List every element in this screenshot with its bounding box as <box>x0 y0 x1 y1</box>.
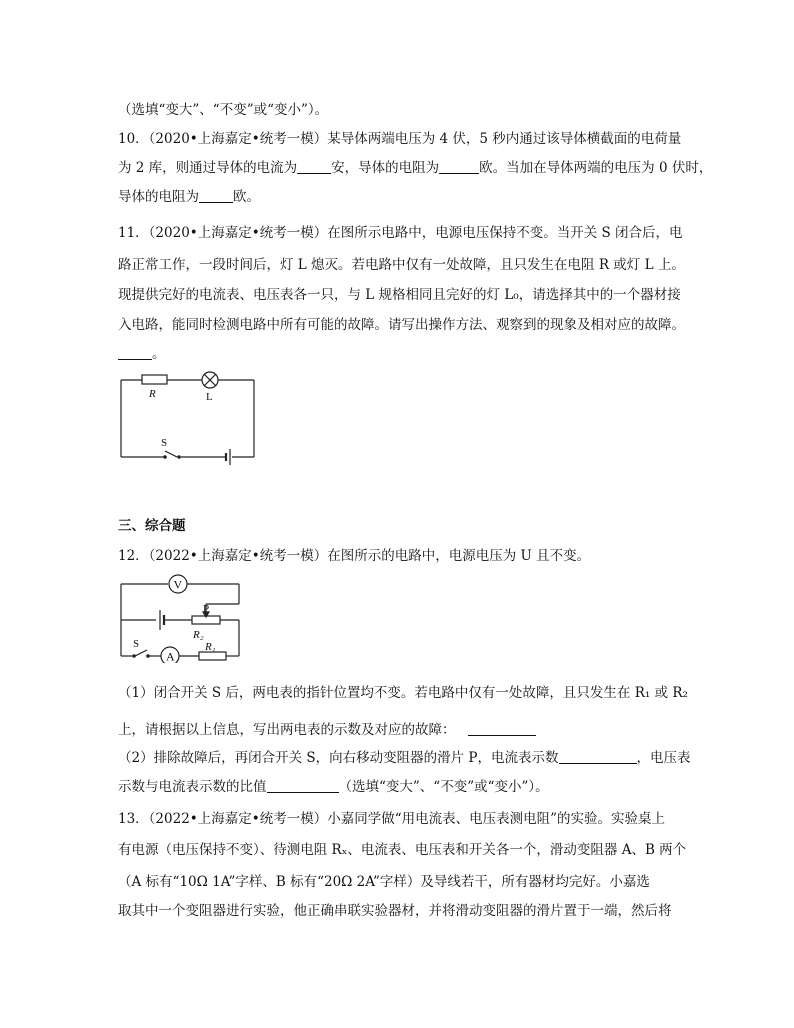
q11-line-1: 11．（2020•上海嘉定•统考一模）在图所示电路中，电源电压保持不变。当开关 S 闭合后，电 <box>118 225 683 241</box>
q10-line-2 <box>118 159 712 177</box>
q11-text: 。 <box>152 346 166 362</box>
q10-resistance-blank[interactable] <box>439 160 479 174</box>
q12-sub1-line-2 <box>118 721 536 739</box>
label-s: S <box>161 437 168 449</box>
label-p: P <box>203 603 210 615</box>
q12-line-1: 12．（2022•上海嘉定•统考一模）在图所示的电路中，电源电压为 U 且不变。 <box>118 548 591 564</box>
label-s: S <box>133 638 140 650</box>
q10-resistance-zero-blank[interactable] <box>199 189 233 203</box>
q10-text: 安，导体的电阻为 <box>331 160 440 176</box>
switch-terminal <box>163 455 167 459</box>
q12-text: （2）排除故障后，再闭合开关 S，向右移动变阻器的滑片 P，电流表示数 <box>118 750 559 766</box>
q10-current-blank[interactable] <box>297 160 331 174</box>
q10-text: 为 2 库，则通过导体的电流为 <box>118 160 298 176</box>
q10-line-1: 10．（2020•上海嘉定•统考一模）某导体两端电压为 4 伏，5 秒内通过该导体横截面的电荷量 <box>118 131 682 147</box>
q12-text: 示数与电流表示数的比值 <box>118 779 267 795</box>
q10-text: 欧。 <box>233 189 260 205</box>
switch-terminal <box>146 654 150 658</box>
label-r: R <box>149 388 156 400</box>
switch-s <box>135 650 147 656</box>
section-3-title: 三、综合题 <box>118 518 186 534</box>
resistor-r <box>142 375 167 384</box>
q11-line-2: 路正常工作，一段时间后，灯 L 熄灭。若电路中仅有一处故障，且只发生在电阻 R 或灯 L 上。 <box>118 257 685 273</box>
switch-terminal <box>132 654 136 658</box>
q12-sub2-line-2 <box>118 778 549 796</box>
q12-text: 上，请根据以上信息，写出两电表的示数及对应的故障： <box>118 722 456 738</box>
q11-line-3: 现提供完好的电流表、电压表各一只，与 L 规格相同且完好的灯 L₀，请选择其中的一个器材接 <box>118 287 681 303</box>
q12-sub2-line-1 <box>118 749 691 767</box>
q13-line-4: 取其中一个变阻器进行实验，他正确串联实验器材，并将滑动变阻器的滑片置于一端，然后将 <box>118 903 672 919</box>
q12-fault-blank[interactable] <box>468 722 536 736</box>
label-v: V <box>173 577 183 592</box>
q11-answer-blank[interactable] <box>118 346 152 360</box>
q12-circuit-diagram <box>115 571 245 663</box>
q13-line-1: 13．（2022•上海嘉定•统考一模）小嘉同学做“用电流表、电压表测电阻”的实验。实验桌上 <box>118 811 666 827</box>
q11-circuit-diagram <box>115 368 265 468</box>
switch-s <box>165 451 177 457</box>
q10-line-3 <box>118 188 260 206</box>
label-l: L <box>206 391 213 403</box>
q10-text: 欧。当加在导体两端的电压为 0 伏时， <box>479 160 713 176</box>
q12-ratio-change-blank[interactable] <box>267 779 339 793</box>
q12-ammeter-change-blank[interactable] <box>559 750 637 764</box>
resistor-r1 <box>199 652 226 660</box>
q10-text: 导体的电阻为 <box>118 189 199 205</box>
label-r2: R₂ <box>193 629 204 641</box>
q13-line-3: （A 标有“10Ω 1A”字样、B 标有“20Ω 2A”字样）及导线若干，所有器材均完好。小嘉选 <box>118 874 650 890</box>
prev-question-tail: （选填“变大”、“不变”或“变小”）。 <box>118 102 329 118</box>
q12-text: （选填“变大”、“不变”或“变小”）。 <box>338 779 549 795</box>
q12-sub1-line-1: （1）闭合开关 S 后，两电表的指针位置均不变。若电路中仅有一处故障，且只发生在 R₁ 或 R₂ <box>118 685 688 701</box>
label-r1: R₁ <box>205 641 216 653</box>
q11-line-4: 入电路，能同时检测电路中所有可能的故障。请写出操作方法、观察到的现象及相对应的故障。 <box>118 317 685 333</box>
q12-text: ，电压表 <box>636 750 691 766</box>
label-a: A <box>166 649 175 663</box>
q13-line-2: 有电源（电压保持不变）、待测电阻 Rₓ、电流表、电压表和开关各一个，滑动变阻器 A、B 两个 <box>118 842 687 858</box>
switch-terminal <box>177 455 181 459</box>
q11-line-5 <box>118 345 166 363</box>
